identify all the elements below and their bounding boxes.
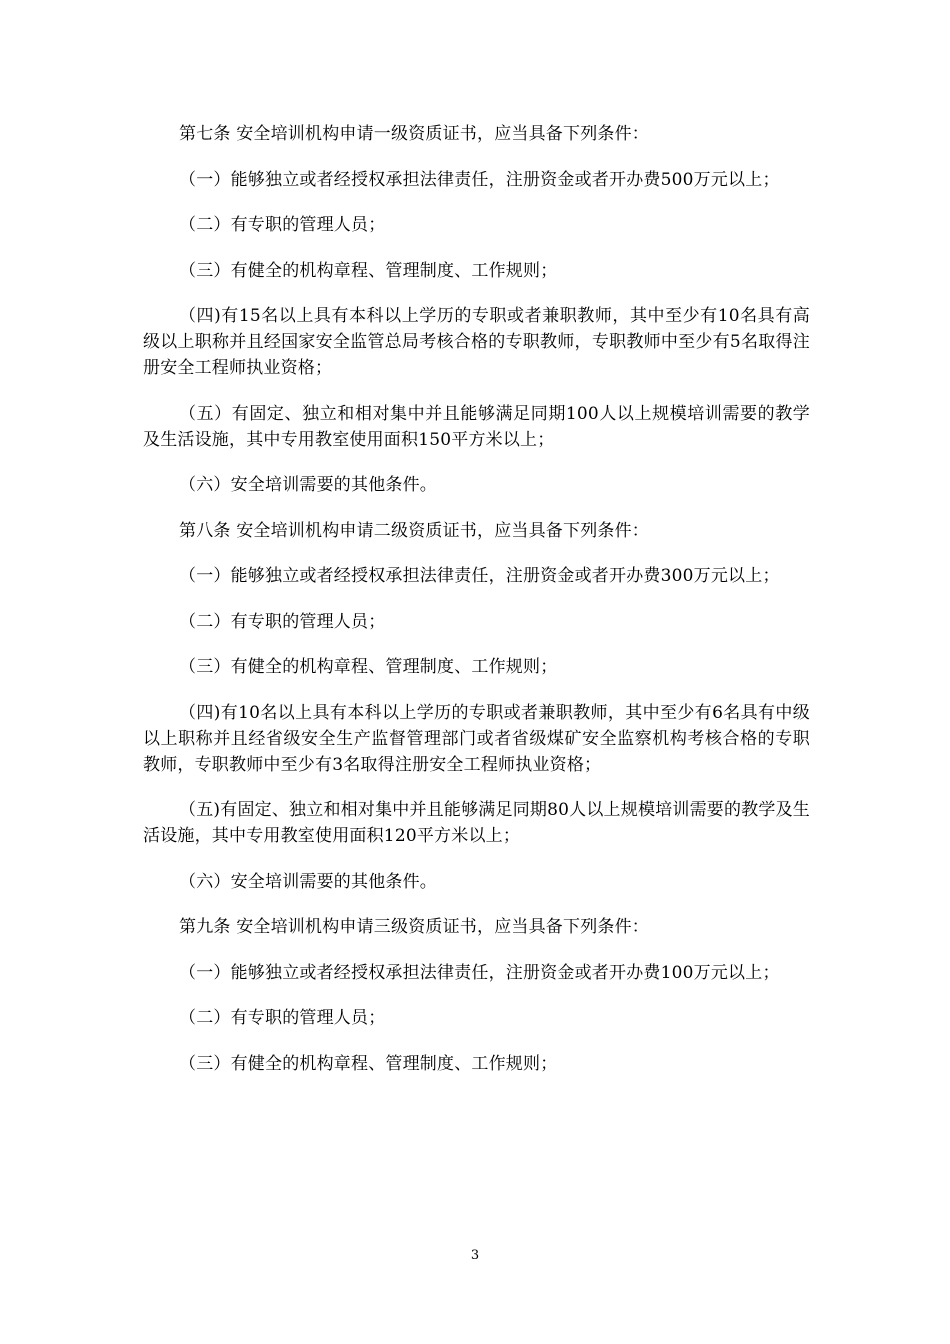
- article-8-item-6: （六）安全培训需要的其他条件。: [179, 871, 437, 892]
- article-7-item-4: （四)有15名以上具有本科以上学历的专职或者兼职教师，其中至少有10名具有高级以上职称并且经国家安全监管总局考核合格的专职教师，专职教师中至少有5名取得注册安全工程师执业资格；: [143, 306, 810, 378]
- article-8-item-5: （五)有固定、独立和相对集中并且能够满足同期80人以上规模培训需要的教学及生活设施，其中专用教室使用面积120平方米以上；: [143, 800, 810, 846]
- article-8-item-1: （一）能够独立或者经授权承担法律责任，注册资金或者开办费300万元以上；: [179, 566, 780, 586]
- article-8-item-3: （三）有健全的机构章程、管理制度、工作规则；: [179, 657, 558, 677]
- article-9-heading: 第九条 安全培训机构申请三级资质证书，应当具备下列条件：: [179, 917, 650, 937]
- article-7-heading: 第七条 安全培训机构申请一级资质证书，应当具备下列条件：: [179, 124, 650, 144]
- article-7-item-3: （三）有健全的机构章程、管理制度、工作规则；: [179, 260, 558, 281]
- article-7-item-1: （一）能够独立或者经授权承担法律责任，注册资金或者开办费500万元以上；: [179, 169, 780, 190]
- article-8-item-2: （二）有专职的管理人员；: [179, 611, 386, 632]
- document-body: [143, 121, 810, 1096]
- article-7-item-6: （六）安全培训需要的其他条件。: [179, 475, 437, 495]
- page-number: 3: [470, 1248, 480, 1263]
- article-9-item-2: （二）有专职的管理人员；: [179, 1008, 386, 1028]
- article-7-item-2: （二）有专职的管理人员；: [179, 215, 386, 235]
- article-8-item-4: （四)有10名以上具有本科以上学历的专职或者兼职教师，其中至少有6名具有中级以上职称并且经省级安全生产监督管理部门或者省级煤矿安全监察机构考核合格的专职教师，专职教师中至少有3名取得注册安全工程师执业资格；: [143, 702, 810, 775]
- article-9-item-3: （三）有健全的机构章程、管理制度、工作规则；: [179, 1053, 558, 1074]
- article-9-item-1: （一）能够独立或者经授权承担法律责任，注册资金或者开办费100万元以上；: [179, 962, 780, 983]
- article-8-heading: 第八条 安全培训机构申请二级资质证书，应当具备下列条件：: [179, 520, 650, 541]
- article-7-item-5: （五）有固定、独立和相对集中并且能够满足同期100人以上规模培训需要的教学及生活设施，其中专用教室使用面积150平方米以上；: [143, 403, 810, 450]
